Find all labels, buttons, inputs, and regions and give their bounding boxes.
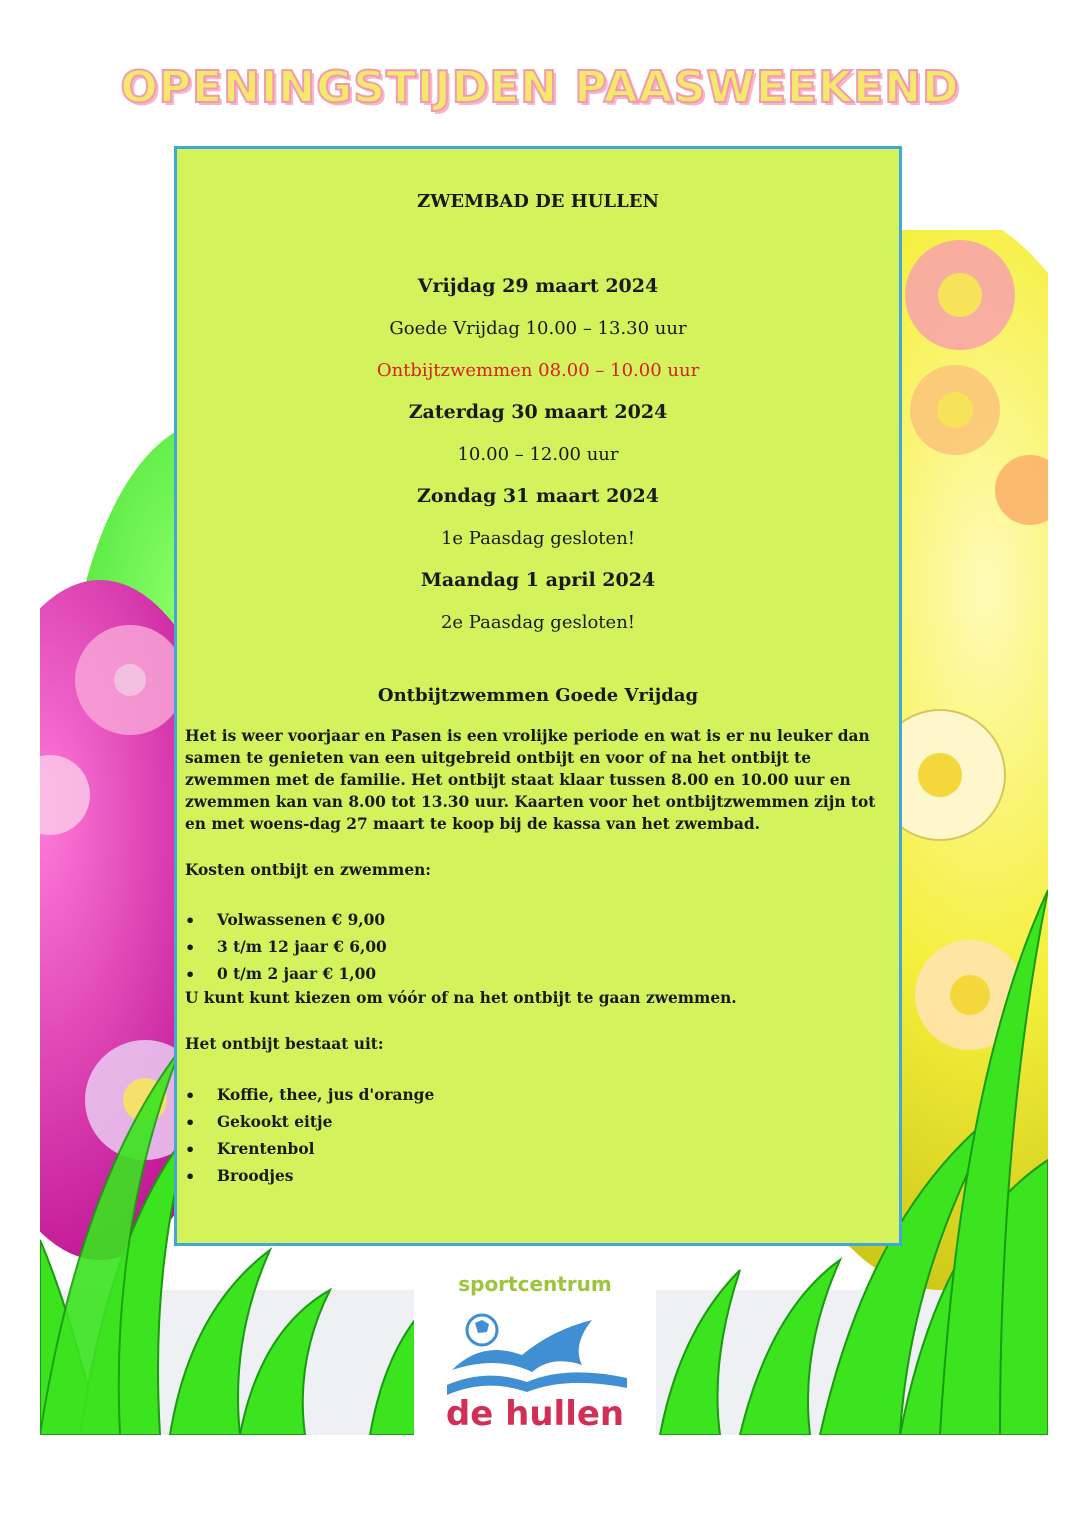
costs-label: Kosten ontbijt en zwemmen:	[185, 861, 431, 879]
day-heading: Vrijdag 29 maart 2024	[417, 275, 659, 297]
menu-list	[185, 1082, 885, 1190]
day-heading: Zondag 31 maart 2024	[417, 485, 659, 507]
venue-name: ZWEMBAD DE HULLEN	[417, 191, 659, 212]
day-heading: Maandag 1 april 2024	[420, 569, 656, 591]
list-item: • Krentenbol	[185, 1136, 885, 1163]
costs-list	[185, 907, 885, 988]
closed-notice: 2e Paasdag gesloten!	[440, 612, 636, 633]
sportcentrum-logo	[414, 1266, 656, 1444]
menu-label: Het ontbijt bestaat uit:	[185, 1035, 384, 1053]
list-item: • Gekookt eitje	[185, 1109, 885, 1136]
breakfast-intro: Het is weer voorjaar en Pasen is een vrolijke periode en wat is er nu leuker dan samen te genieten van een uitgebreid ontbijt en voor of na het ontbijt te zwemmen met de familie. Het ontbijt staat klaar tussen 8.00 en 10.00 uur en zwemmen kan van 8.00 tot 13.30 uur. Kaarten voor het ontbijtzwemmen zijn tot en met woens-dag 27 maart te koop bij de kassa van het zwembad.	[185, 727, 876, 833]
list-item: • Koffie, thee, jus d'orange	[185, 1082, 885, 1109]
choice-note: U kunt kunt kiezen om vóór of na het ontbijt te gaan zwemmen.	[185, 989, 737, 1007]
opening-hours: 10.00 – 12.00 uur	[457, 444, 619, 465]
logo-top-text: sportcentrum	[458, 1272, 612, 1296]
list-item: • Broodjes	[185, 1163, 885, 1190]
logo-bottom-text: de hullen	[445, 1394, 625, 1434]
list-item: • 0 t/m 2 jaar € 1,00	[185, 961, 885, 988]
list-item: • Volwassenen € 9,00	[185, 907, 885, 934]
breakfast-heading: Ontbijtzwemmen Goede Vrijdag	[377, 685, 699, 706]
page-title: OPENINGSTIJDEN PAASWEEKEND	[120, 62, 960, 113]
opening-hours: Goede Vrijdag 10.00 – 13.30 uur	[389, 318, 687, 339]
day-heading: Zaterdag 30 maart 2024	[408, 401, 668, 423]
list-item: • 3 t/m 12 jaar € 6,00	[185, 934, 885, 961]
breakfast-swim-hours: Ontbijtzwemmen 08.00 – 10.00 uur	[376, 360, 700, 381]
swimmer-ball-icon	[442, 1310, 632, 1396]
opening-hours-panel	[174, 146, 902, 1246]
closed-notice: 1e Paasdag gesloten!	[440, 528, 636, 549]
